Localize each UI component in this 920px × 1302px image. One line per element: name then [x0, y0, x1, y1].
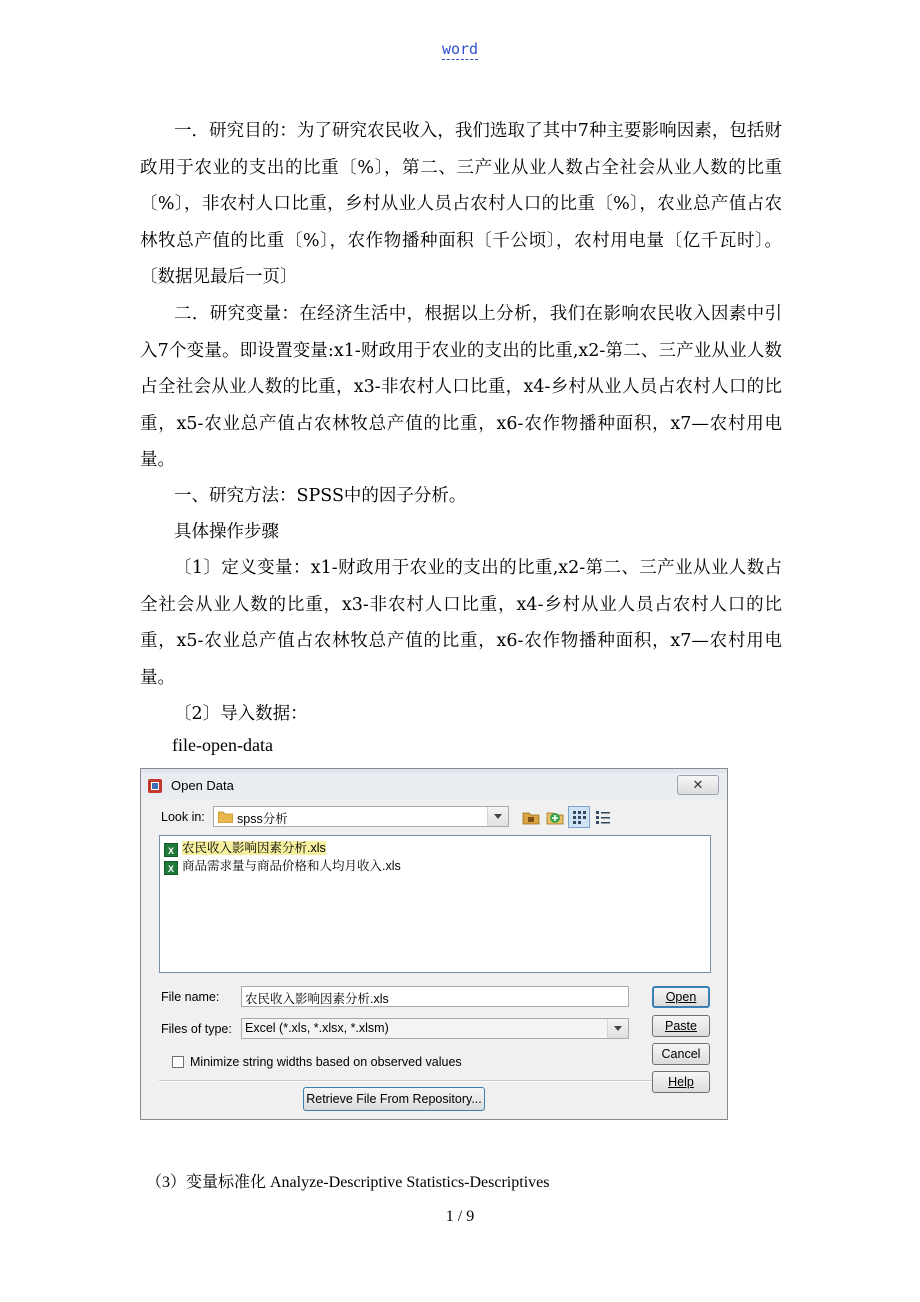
paragraph-research-purpose: 一．研究目的：为了研究农民收入，我们选取了其中7种主要影响因素，包括财政用于农业的支出的比重〔%〕，第二、三产业从业人数占全社会从业人数的比重〔%〕，非农村人口比重，乡村从业人员占农村人口的比重〔%〕，农业总产值占农林牧总产值的比重〔%〕，农作物播种面积〔千公顷〕，农村用电量〔亿千瓦时〕。〔数据见最后一页〕: [140, 121, 782, 287]
file-name-text: 商品需求量与商品价格和人均月收入.xls: [182, 859, 401, 873]
open-button[interactable]: [652, 986, 710, 1008]
spss-app-icon: [147, 778, 163, 794]
paragraph-steps-heading: 具体操作步骤: [174, 522, 279, 542]
file-list[interactable]: [159, 835, 711, 973]
retrieve-from-repository-button[interactable]: [303, 1087, 485, 1111]
new-folder-icon[interactable]: [545, 807, 565, 827]
help-button[interactable]: [652, 1071, 710, 1093]
page-header: [0, 40, 920, 58]
open-data-dialog: [140, 768, 728, 1120]
file-name-input[interactable]: [241, 986, 629, 1007]
files-of-type-label: Files of type:: [161, 1022, 232, 1036]
folder-icon: [218, 810, 233, 823]
up-folder-icon[interactable]: [521, 807, 541, 827]
look-in-label: Look in:: [161, 810, 205, 824]
list-view-icon[interactable]: [569, 807, 589, 827]
step-3-text: （3）变量标准化 Analyze-Descriptive Statistics-Descriptives: [146, 1174, 550, 1191]
header-link[interactable]: word: [441, 40, 479, 58]
paragraph-import-data: 〔2〕导入数据：: [174, 704, 308, 724]
close-button[interactable]: ✕: [677, 775, 719, 795]
divider: [159, 1080, 711, 1082]
file-name-label: File name:: [161, 990, 220, 1004]
files-of-type-value: Excel (*.xls, *.xlsx, *.xlsm): [245, 1021, 389, 1035]
paste-button[interactable]: [652, 1015, 710, 1037]
page-number: 1 / 9: [445, 1208, 475, 1225]
paragraph-research-method: 一、研究方法：SPSS中的因子分析。: [174, 486, 467, 506]
retrieve-label: Retrieve File From Repository...: [306, 1092, 482, 1106]
dialog-title: Open Data: [171, 778, 234, 793]
details-view-icon[interactable]: [593, 807, 613, 827]
help-label: Help: [668, 1075, 694, 1089]
minimize-string-widths-label: Minimize string widths based on observed values: [190, 1055, 462, 1069]
list-item[interactable]: [164, 840, 326, 856]
paragraph-research-variables: 二．研究变量：在经济生活中，根据以上分析，我们在影响农民收入因素中引入7个变量。即设置变量:x1-财政用于农业的支出的比重,x2-第二、三产业从业人数占全社会从业人数的比重，x3-非农村人口比重，x4-乡村从业人员占农村人口的比重，x5-农业总产值占农林牧总产值的比重，x6-农作物播种面积，x7—农村用电量。: [140, 304, 782, 470]
file-name-value: 农民收入影响因素分析.xls: [245, 992, 389, 1006]
list-item[interactable]: [164, 858, 401, 874]
paragraph-define-variables: 〔1〕定义变量：x1-财政用于农业的支出的比重,x2-第二、三产业从业人数占全社会从业人数的比重，x3-非农村人口比重，x4-乡村从业人员占农村人口的比重，x5-农业总产值占农林牧总产值的比重，x6-农作物播种面积，x7—农村用电量。: [140, 558, 782, 688]
chevron-down-icon[interactable]: [607, 1019, 628, 1038]
look-in-value: spss分析: [237, 812, 288, 826]
excel-file-icon: X: [164, 861, 178, 875]
excel-file-icon: X: [164, 843, 178, 857]
menu-path-text: file-open-data: [172, 735, 273, 755]
look-in-select[interactable]: [213, 806, 509, 827]
open-label: Open: [665, 990, 697, 1004]
cancel-button[interactable]: [652, 1043, 710, 1065]
file-name-text: 农民收入影响因素分析.xls: [182, 841, 326, 855]
files-of-type-select[interactable]: [241, 1018, 629, 1039]
minimize-string-widths-checkbox[interactable]: [172, 1056, 184, 1068]
paste-label: Paste: [665, 1019, 697, 1033]
chevron-down-icon[interactable]: [487, 807, 508, 826]
cancel-label: Cancel: [661, 1047, 701, 1061]
